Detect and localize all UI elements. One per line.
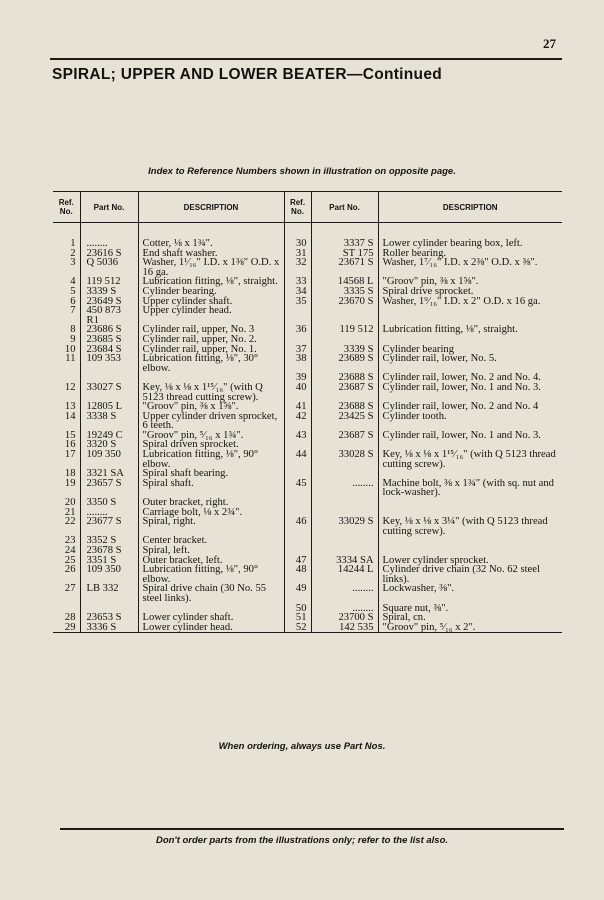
table-row (53, 297, 562, 307)
description (378, 306, 562, 325)
part-number: 3334 SA (311, 556, 378, 566)
header-part: Part No. (80, 192, 138, 223)
part-number: 12805 L (80, 402, 138, 412)
description: Cotter, ⅛ x 1¾". (138, 223, 284, 249)
ref-number: 29 (53, 623, 80, 633)
table-row (53, 306, 562, 325)
part-number: 23657 S (80, 479, 138, 498)
description: Spiral, cn. (378, 613, 562, 623)
table-row (53, 479, 562, 498)
ref-number: 38 (284, 354, 311, 373)
description: "Groov" pin, ⁵⁄₁₆ x 2". (378, 623, 562, 633)
part-number: 450 873 R1 (80, 306, 138, 325)
table-row (53, 402, 562, 412)
part-number: 23688 S (311, 402, 378, 412)
table-row (53, 325, 562, 335)
part-number: 23700 S (311, 613, 378, 623)
description: Key, ⅛ x ⅛ x 1¹⁵⁄₁₆" (with Q 5123 thread cutting screw). (138, 383, 284, 402)
part-number: 33028 S (311, 450, 378, 469)
description: Spiral drive chain (30 No. 55 steel links). (138, 584, 284, 603)
part-number: Q 5036 (80, 258, 138, 277)
ref-number: 34 (284, 287, 311, 297)
ref-number: 39 (284, 373, 311, 383)
description: Lubrication fitting, ⅛", straight. (138, 277, 284, 287)
part-number: 3320 S (80, 440, 138, 450)
part-number: 3321 SA (80, 469, 138, 479)
part-number: 23687 S (311, 383, 378, 402)
ref-number: 11 (65, 353, 76, 365)
ref-number: 7 (70, 305, 76, 317)
ref-number: 51 (284, 613, 311, 623)
ref-number: 49 (284, 584, 311, 603)
ref-number: 32 (284, 258, 311, 277)
table-row (53, 354, 562, 373)
part-number: ST 175 (311, 249, 378, 259)
ref-number: 26 (64, 564, 76, 576)
header-part-2: Part No. (311, 192, 378, 223)
ref-number: 46 (284, 517, 311, 536)
part-number: 23687 S (311, 431, 378, 441)
part-number: 3351 S (80, 556, 138, 566)
part-number: 33029 S (311, 517, 378, 536)
description: Lubrication fitting, ⅛", 30° elbow. (138, 354, 284, 373)
description: Cylinder tooth. (378, 412, 562, 431)
part-number: 23649 S (80, 297, 138, 307)
part-number: 14244 L (311, 565, 378, 584)
table-row (53, 223, 562, 249)
description: Spiral, left. (138, 546, 284, 556)
ref-number: 10 (64, 343, 76, 355)
part-number: 14568 L (311, 277, 378, 287)
part-number: 3352 S (80, 536, 138, 546)
ref-number: 36 (284, 325, 311, 335)
ref-number (284, 498, 311, 508)
part-number: 33027 S (80, 383, 138, 402)
description: Cylinder rail, upper, No. 1. (138, 345, 284, 355)
table-row (53, 613, 562, 623)
ref-number: 44 (284, 450, 311, 469)
part-number (311, 306, 378, 325)
part-number: 23678 S (80, 546, 138, 556)
part-number: 23688 S (311, 373, 378, 383)
table-row (53, 258, 562, 277)
part-number: 23684 S (80, 345, 138, 355)
description: Outer bracket, left. (138, 556, 284, 566)
table-row (53, 431, 562, 441)
part-number: 119 512 (311, 325, 378, 335)
description: Cylinder rail, lower, No. 5. (378, 354, 562, 373)
ref-number: 4 (70, 276, 76, 288)
description: Spiral drive sprocket. (378, 287, 562, 297)
ref-number: 48 (284, 565, 311, 584)
ref-number: 37 (284, 345, 311, 355)
ref-number: 40 (284, 383, 311, 402)
bottom-note: Don't order parts from the illustrations only; refer to the list also. (155, 835, 449, 846)
ref-number: 21 (64, 506, 76, 518)
description: Spiral driven sprocket. (138, 440, 284, 450)
part-number: 23653 S (80, 613, 138, 623)
part-number: 23685 S (80, 335, 138, 345)
table-row (53, 412, 562, 431)
part-number: LB 332 (80, 584, 138, 603)
description: "Groov" pin, ⅜ x 1⅝". (138, 402, 284, 412)
description (378, 498, 562, 508)
part-number: 3339 S (311, 345, 378, 355)
footer-note: When ordering, always use Part Nos. (218, 741, 386, 752)
description: Machine bolt, ⅜ x 1¾" (with sq. nut and lock-washer). (378, 479, 562, 498)
description (378, 536, 562, 546)
part-number: 23425 S (311, 412, 378, 431)
ref-number (284, 306, 311, 325)
ref-number: 24 (64, 545, 76, 556)
ref-number: 50 (284, 604, 311, 614)
description: Cylinder rail, upper, No. 3 (138, 325, 284, 335)
ref-number: 52 (284, 623, 311, 633)
bottom-rule (60, 828, 564, 830)
description: Washer, 1⁷⁄₁₆" I.D. x 2⅜" O.D. x ⅜". (378, 258, 562, 277)
ref-number: 27 (64, 583, 76, 595)
part-number: 119 512 (80, 277, 138, 287)
description: Carriage bolt, ⅛ x 2¾". (138, 508, 284, 518)
part-number: 3336 S (80, 623, 138, 633)
description: Upper cylinder shaft. (138, 297, 284, 307)
description: Cylinder rail, lower, No. 1 and No. 3. (378, 383, 562, 402)
part-number: 23677 S (80, 517, 138, 536)
ref-number: 8 (70, 324, 76, 336)
ref-number: 2 (70, 247, 76, 259)
part-number: 109 353 (80, 354, 138, 373)
description: Square nut, ⅜". (378, 604, 562, 614)
part-number: 3335 S (311, 287, 378, 297)
ref-number: 20 (64, 497, 76, 509)
description: Washer, 1⁹⁄₁₆" I.D. x 2" O.D. x 16 ga. (378, 297, 562, 307)
part-number: 19249 C (80, 431, 138, 441)
ref-number: 15 (64, 429, 76, 441)
description: Cylinder drive chain (32 No. 62 steel links). (378, 565, 562, 584)
ref-number: 45 (284, 479, 311, 498)
description: Outer bracket, right. (138, 498, 284, 508)
description: Cylinder rail, lower, No. 2 and No. 4. (378, 373, 562, 383)
title-rule (50, 58, 562, 60)
part-number: 23670 S (311, 297, 378, 307)
ref-number: 16 (64, 439, 76, 451)
ref-number: 5 (70, 285, 76, 297)
description: Cylinder rail, lower, No. 1 and No. 3. (378, 431, 562, 441)
part-number: 142 535 (311, 623, 378, 633)
header-ref: Ref. No. (53, 192, 80, 223)
part-number: 109 350 (80, 565, 138, 584)
table-row (53, 623, 562, 633)
ref-number: 19 (64, 477, 76, 489)
description: Key, ⅛ x ⅛ x 1¹⁵⁄₁₆" (with Q 5123 thread cutting screw). (378, 450, 562, 469)
ref-number: 23 (64, 535, 76, 547)
table-header-row (53, 192, 562, 223)
table-row (53, 565, 562, 584)
ref-number: 25 (64, 554, 76, 566)
ref-number: 3 (70, 257, 76, 269)
part-number: 23686 S (80, 325, 138, 335)
part-number: 23671 S (311, 258, 378, 277)
part-number: ........ (311, 479, 378, 498)
description: Key, ⅛ x ⅛ x 3¼" (with Q 5123 thread cutting screw). (378, 517, 562, 536)
description: "Groov" pin, ⅜ x 1⅝". (378, 277, 562, 287)
ref-number: 6 (70, 295, 76, 307)
part-number: 3339 S (80, 287, 138, 297)
description: Lower cylinder head. (138, 623, 284, 633)
table-row (53, 335, 562, 345)
description: Center bracket. (138, 536, 284, 546)
parts-table (53, 191, 562, 633)
description: Lower cylinder bearing box, left. (378, 223, 562, 249)
part-number: ........ (80, 223, 138, 249)
parts-table-body (53, 223, 562, 633)
ref-number: 9 (70, 333, 76, 345)
ref-number (284, 536, 311, 546)
part-number: 3337 S (311, 223, 378, 249)
description: Lower cylinder shaft. (138, 613, 284, 623)
part-number (311, 498, 378, 508)
ref-number: 35 (284, 297, 311, 307)
header-description-2: DESCRIPTION (378, 192, 562, 223)
ref-number: 28 (64, 612, 76, 624)
description: Lower cylinder sprocket. (378, 556, 562, 566)
header-ref-2: Ref. No. (284, 192, 311, 223)
part-number: 23689 S (311, 354, 378, 373)
part-number (311, 536, 378, 546)
description: Lubrication fitting, ⅛", 90° elbow. (138, 450, 284, 469)
ref-number: 13 (64, 401, 76, 413)
part-number: 23616 S (80, 249, 138, 259)
table-row (53, 584, 562, 603)
description: Lubrication fitting, ⅛", 90° elbow. (138, 565, 284, 584)
ref-number: 22 (64, 516, 76, 528)
description: Cylinder bearing. (138, 287, 284, 297)
description: Lubrication fitting, ⅛", straight. (378, 325, 562, 335)
section-title: SPIRAL; UPPER AND LOWER BEATER—Continued (52, 66, 443, 83)
table-row (53, 498, 562, 508)
ref-number: 42 (284, 412, 311, 431)
ref-number: 31 (284, 249, 311, 259)
header-description: DESCRIPTION (138, 192, 284, 223)
description: Upper cylinder driven sprocket, 6 teeth. (138, 412, 284, 431)
description: End shaft washer. (138, 249, 284, 259)
description: Lockwasher, ⅜". (378, 584, 562, 603)
part-number: 3350 S (80, 498, 138, 508)
description: Spiral shaft bearing. (138, 469, 284, 479)
ref-number: 41 (284, 402, 311, 412)
ref-number: 12 (64, 381, 76, 393)
ref-number: 47 (284, 556, 311, 566)
table-row (53, 277, 562, 287)
description: Washer, 1¹⁄₁₆" I.D. x 1⅜" O.D. x 16 ga. (138, 258, 284, 277)
part-number: ........ (311, 584, 378, 603)
table-row (53, 383, 562, 402)
description: Cylinder rail, lower, No. 2 and No. 4 (378, 402, 562, 412)
ref-number: 18 (64, 468, 76, 480)
table-row (53, 536, 562, 546)
page-number: 27 (543, 36, 556, 51)
ref-number: 33 (284, 277, 311, 287)
table-row (53, 604, 562, 614)
description: Cylinder bearing (378, 345, 562, 355)
part-number: ........ (80, 508, 138, 518)
table-row (53, 517, 562, 536)
ref-number: 1 (70, 238, 76, 249)
part-number: 109 350 (80, 450, 138, 469)
description: Roller bearing. (378, 249, 562, 259)
index-caption: Index to Reference Numbers shown in illustration on opposite page. (148, 166, 456, 177)
part-number: ........ (311, 604, 378, 614)
ref-number: 17 (64, 449, 76, 461)
description: "Groov" pin, ⁵⁄₁₆ x 1¾". (138, 431, 284, 441)
part-number: 3338 S (80, 412, 138, 431)
ref-number: 30 (284, 223, 311, 249)
description: Spiral shaft. (138, 479, 284, 498)
table-row (53, 450, 562, 469)
ref-number: 43 (284, 431, 311, 441)
ref-number: 14 (64, 410, 76, 422)
description: Spiral, right. (138, 517, 284, 536)
description: Cylinder rail, upper, No. 2. (138, 335, 284, 345)
description: Upper cylinder head. (138, 306, 284, 325)
